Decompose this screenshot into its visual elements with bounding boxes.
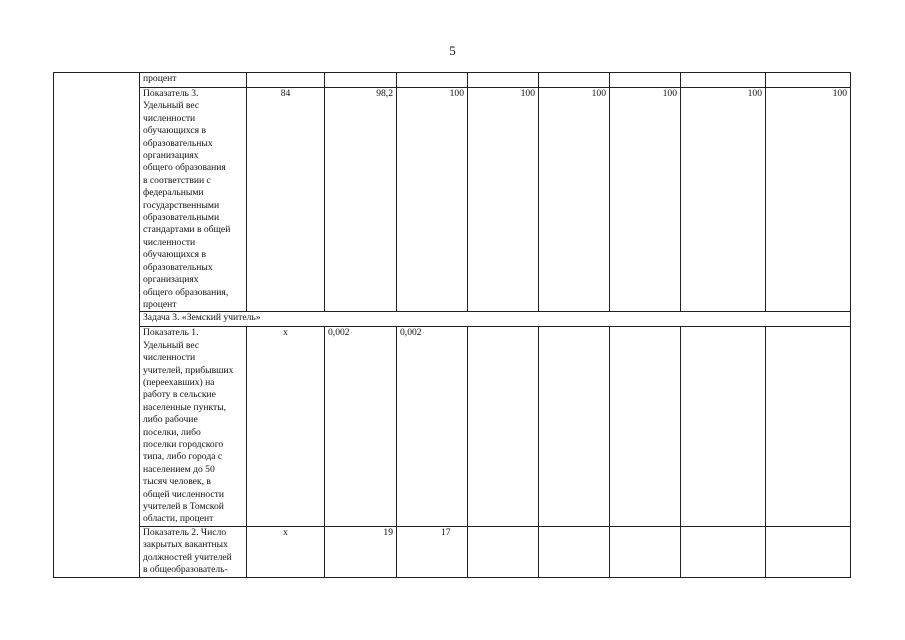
value-cell <box>766 526 851 577</box>
section-title: Задача 3. «Земский учитель» <box>140 312 851 327</box>
table-row <box>54 526 851 577</box>
table-row <box>54 88 851 312</box>
value-cell <box>325 73 397 88</box>
value-cell: 100 <box>397 88 468 312</box>
value-cell <box>766 327 851 527</box>
table-row <box>54 73 851 88</box>
value-cell: 19 <box>325 526 397 577</box>
value-cell: 84 <box>247 88 325 312</box>
table-row <box>54 312 851 327</box>
value-cell <box>247 73 325 88</box>
indicator-table <box>53 72 851 578</box>
value-cell <box>397 73 468 88</box>
value-cell <box>539 327 610 527</box>
value-cell <box>610 526 681 577</box>
value-cell: 100 <box>468 88 539 312</box>
value-cell <box>610 73 681 88</box>
value-cell: х <box>247 327 325 527</box>
value-cell: 98,2 <box>325 88 397 312</box>
value-cell: 100 <box>610 88 681 312</box>
value-cell <box>539 73 610 88</box>
value-cell: х <box>247 526 325 577</box>
indicator-label: Показатель 1. Удельный вес численности учителей, прибывших (переехавших) на работу в сельские населенные пункты, либо рабочие поселки, либо поселки городского типа, либо города с населением до 50 тысяч человек, в общей численности учителей в Томской области, процент <box>140 327 247 527</box>
value-cell <box>681 73 766 88</box>
value-cell <box>610 327 681 527</box>
value-cell <box>681 327 766 527</box>
value-cell <box>468 327 539 527</box>
page-number: 5 <box>449 43 456 58</box>
indicator-label: Показатель 2. Число закрытых вакантных должностей учителей в общеобразователь- <box>140 526 247 577</box>
indicator-label: Показатель 3. Удельный вес численности обучающихся в образовательных организациях общего образования в соответствии с федеральными государственными образовательными стандартами в общей численности обучающихся в образовательных организациях общего образования, процент <box>140 88 247 312</box>
value-cell: 0,002 <box>325 327 397 527</box>
value-cell: 100 <box>681 88 766 312</box>
table-row <box>54 327 851 527</box>
value-cell <box>539 526 610 577</box>
value-cell <box>766 73 851 88</box>
value-cell <box>468 73 539 88</box>
value-cell: 0,002 <box>397 327 468 527</box>
indicator-label: процент <box>140 73 247 88</box>
value-cell: 17 <box>397 526 468 577</box>
blank-first-column <box>54 73 140 578</box>
value-cell <box>681 526 766 577</box>
value-cell: 100 <box>539 88 610 312</box>
value-cell: 100 <box>766 88 851 312</box>
value-cell <box>468 526 539 577</box>
